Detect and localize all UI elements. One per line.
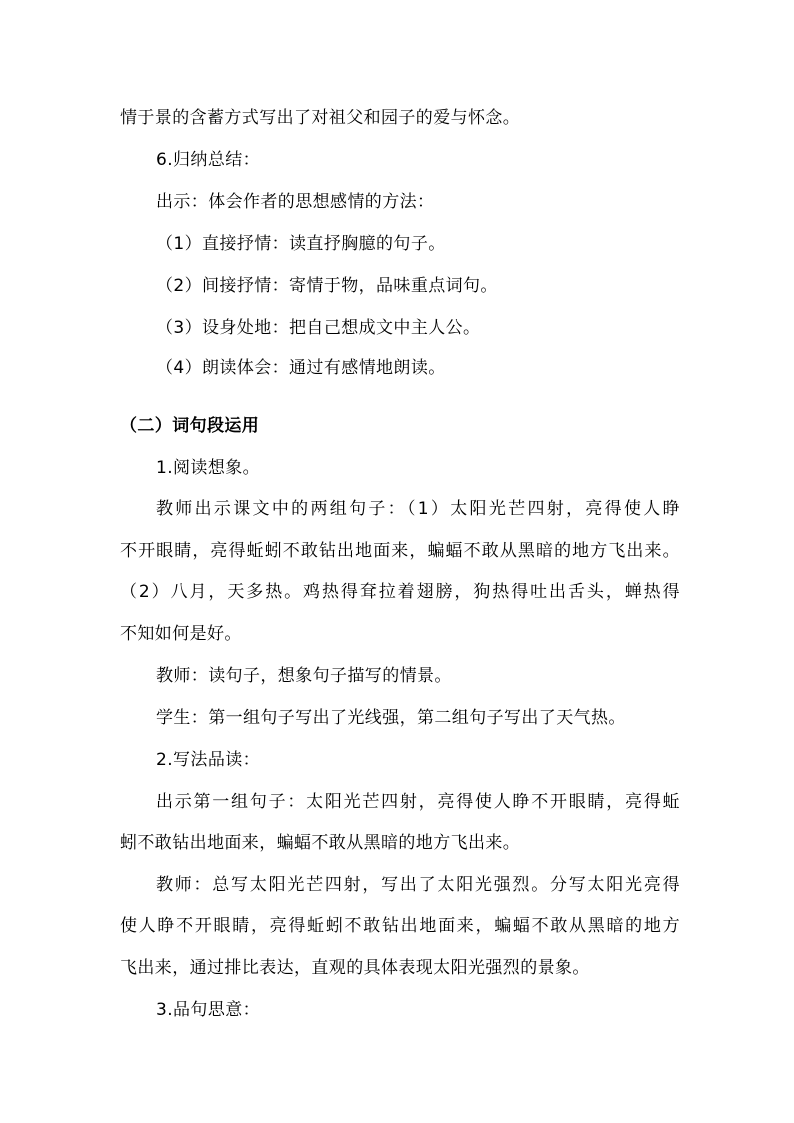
method-item-1: （1）直接抒情：读直抒胸臆的句子。 [156, 234, 446, 254]
sub-item-3: 3.品句思意： [156, 1000, 261, 1020]
show-methods-line: 出示：体会作者的思想感情的方法： [156, 192, 435, 212]
paragraph-line: （2）八月，天多热。鸡热得耷拉着翅膀，狗热得吐出舌头，蝉热得 [120, 582, 680, 602]
paragraph-line: 不开眼睛，亮得蚯蚓不敢钻出地面来，蝙蝠不敢从黑暗的地方飞出来。 [120, 541, 680, 561]
paragraph-line: 不知如何是好。 [120, 624, 242, 644]
section-item-6: 6.归纳总结： [156, 150, 261, 170]
teacher-line: 教师：读句子，想象句子描写的情景。 [156, 666, 452, 686]
method-item-3: （3）设身处地：把自己想成文中主人公。 [156, 318, 481, 338]
student-line: 学生：第一组句子写出了光线强，第二组句子写出了天气热。 [156, 708, 626, 728]
paragraph-line: 使人睁不开眼睛，亮得蚯蚓不敢钻出地面来，蝙蝠不敢从黑暗的地方 [120, 916, 680, 936]
paragraph-continuation: 情于景的含蓄方式写出了对祖父和园子的爱与怀念。 [120, 108, 521, 128]
method-item-4: （4）朗读体会：通过有感情地朗读。 [156, 358, 446, 378]
method-item-2: （2）间接抒情：寄情于物，品味重点词句。 [156, 276, 498, 296]
paragraph-line: 蚓不敢钻出地面来，蝙蝠不敢从黑暗的地方飞出来。 [120, 833, 521, 853]
paragraph-line: 飞出来，通过排比表达，直观的具体表现太阳光强烈的景象。 [120, 958, 590, 978]
section-heading-2: （二）词句段运用 [120, 416, 260, 436]
paragraph-line: 教师：总写太阳光芒四射，写出了太阳光强烈。分写太阳光亮得 [156, 875, 680, 895]
paragraph-line: 出示第一组句子：太阳光芒四射，亮得使人睁不开眼睛，亮得蚯 [156, 792, 680, 812]
sub-item-1: 1.阅读想象。 [156, 458, 261, 478]
sub-item-2: 2.写法品读： [156, 750, 261, 770]
paragraph-line: 教师出示课文中的两组句子：（1）太阳光芒四射，亮得使人睁 [156, 499, 680, 519]
